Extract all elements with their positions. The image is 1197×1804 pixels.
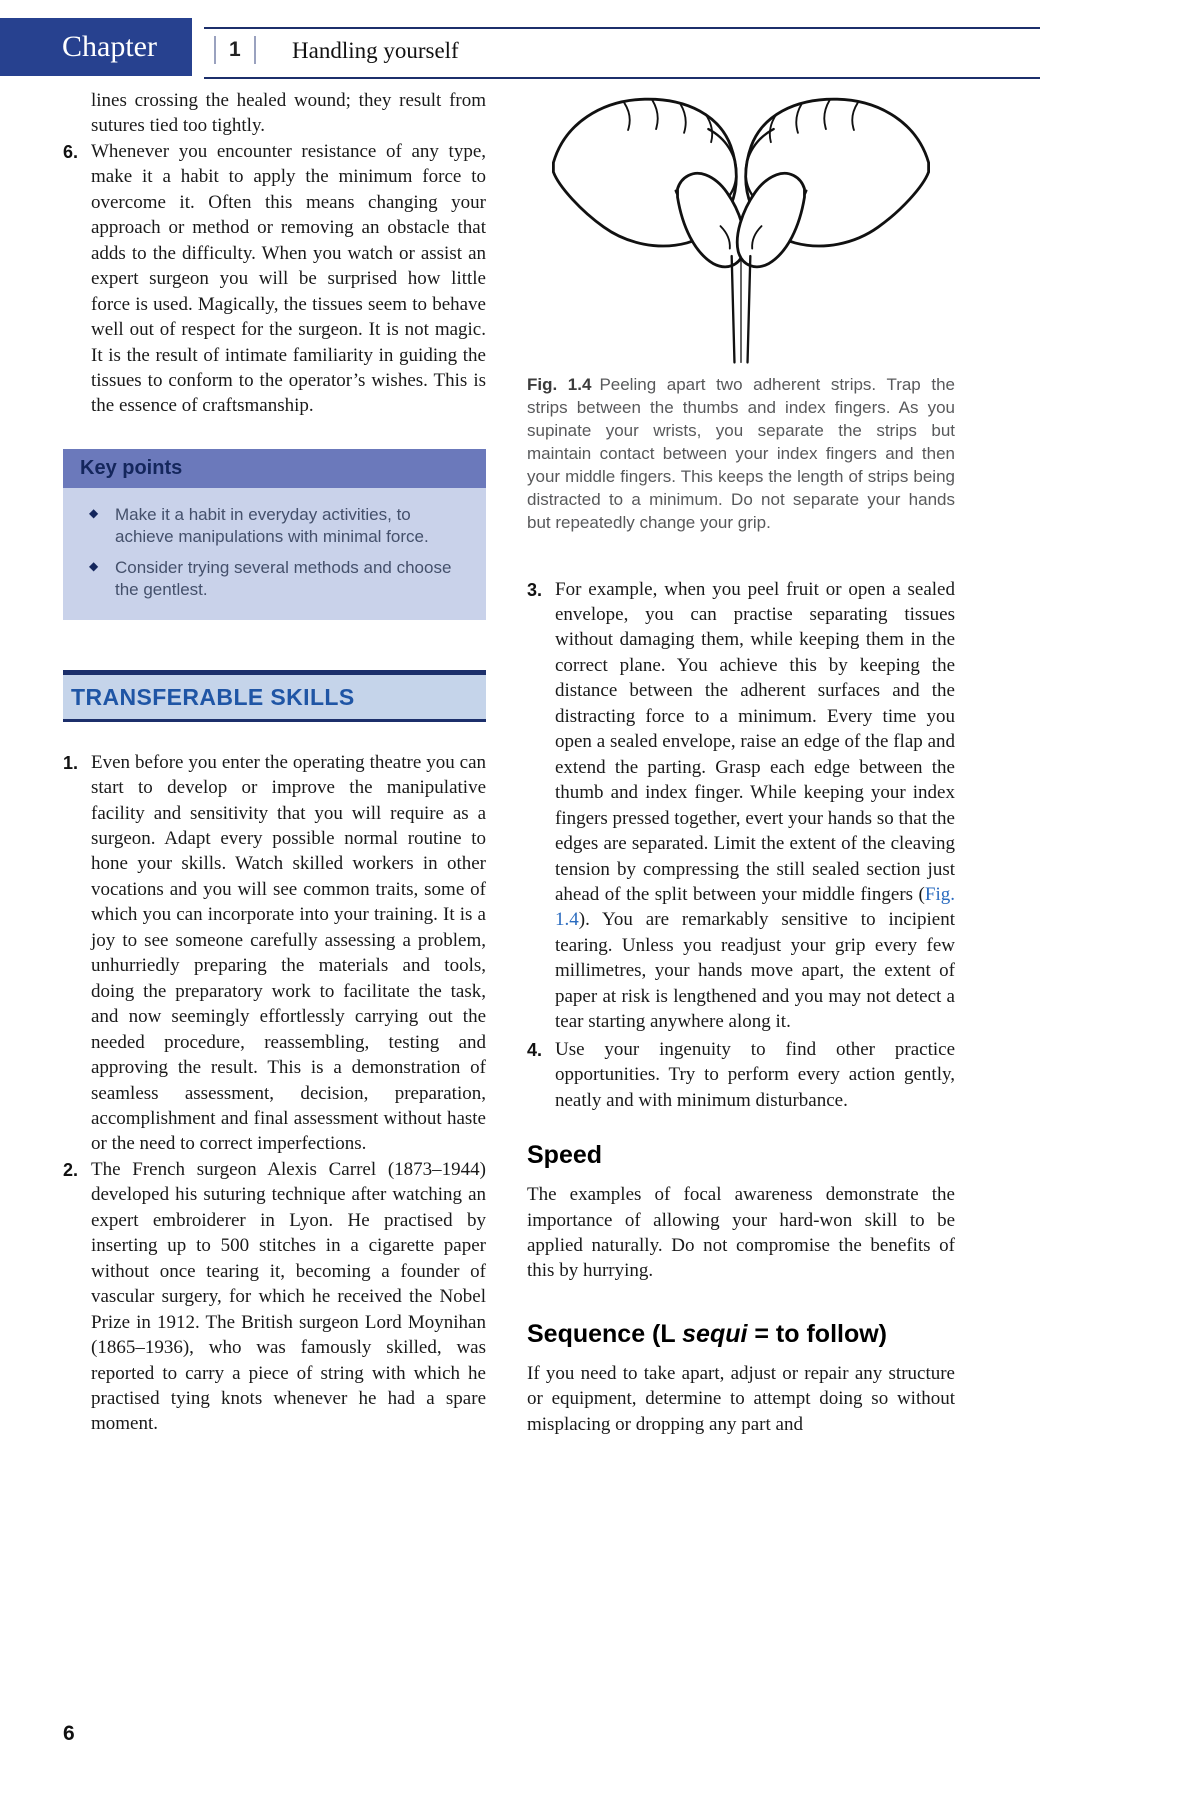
figure-1-4-crossref-link[interactable]: Fig. 1.4 xyxy=(555,884,955,931)
bullet-diamond-icon: ◆ xyxy=(89,558,99,573)
left-column xyxy=(63,88,486,1437)
chapter-number: 1 xyxy=(214,36,256,64)
list-item-text: Whenever you encounter resistance of any type, make it a habit to apply the minimum force to overcome it. Often this means changing your approach or method or removing an obstacle that adds to the difficulty. When you watch or assist an expert surgeon you will be surprised how little force is used. Magically, the tissues seem to behave well out of respect for the surgeon. It is not magic. It is the result of intimate familiarity in guiding the tissues to conform to the operator’s wishes. This is the essence of craftsmanship. xyxy=(91,140,486,417)
list-item-number: 4. xyxy=(527,1039,543,1060)
list-item-3 xyxy=(527,577,955,1035)
list-item-text: The French surgeon Alexis Carrel (1873–1944) developed his suturing technique after watching an expert embroiderer in Lyon. He practised by inserting up to 500 stitches in a cigarette paper without once tearing it, becoming a founder of vascular surgery, for which he received the Nobel Prize in 1912. The British surgeon Lord Moynihan (1865–1936), who was famously skilled, was reported to carry a piece of string with which he practised tying knots whenever he had a spare moment. xyxy=(91,1158,486,1435)
item3-text-after-link: ). You are remarkably sensitive to incipient tearing. Unless you readjust your grip every few millimetres, your hands move apart, the extent of paper at risk is lengthened and you may not detect a tear starting anywhere along it. xyxy=(555,909,955,1033)
list-item-number: 2. xyxy=(63,1159,79,1180)
sequence-heading-after: = to follow) xyxy=(747,1319,888,1348)
sequence-paragraph: If you need to take apart, adjust or repair any structure or equipment, determine to attempt doing so without misplacing or dropping any part and xyxy=(527,1362,955,1435)
list-item-number: 1. xyxy=(63,752,79,773)
key-points-title: Key points xyxy=(63,449,486,488)
key-point-item xyxy=(79,504,470,549)
header-rule-bottom xyxy=(204,77,1040,79)
right-column xyxy=(527,88,955,1437)
bullet-diamond-icon: ◆ xyxy=(89,505,99,520)
page-number: 6 xyxy=(63,1722,75,1745)
content-columns xyxy=(63,88,955,1437)
sequence-heading-before: Sequence (L xyxy=(527,1319,683,1348)
sequence-heading-latin: sequi xyxy=(682,1319,748,1348)
figure-caption xyxy=(527,374,955,535)
figure-caption-text: Peeling apart two adherent strips. Trap the strips between the thumbs and index fingers. As you supinate your wrists, you separate the strips but maintain contact between your index fingers and then your middle fingers. This keeps the length of strips being distracted to a minimum. Do not separate your hands but repeatedly change your grip. xyxy=(527,375,955,532)
chapter-label: Chapter xyxy=(62,30,157,63)
key-points-body xyxy=(63,488,486,620)
list-item-1 xyxy=(63,750,486,1157)
list-item-2 xyxy=(63,1157,486,1437)
header-rule-top xyxy=(204,27,1040,29)
list-item-number: 6. xyxy=(63,141,79,162)
list-item-text xyxy=(555,579,955,1033)
list-item-text: Use your ingenuity to find other practice opportunities. Try to perform every action gently, neatly and with minimum disturbance. xyxy=(555,1038,955,1111)
speed-heading: Speed xyxy=(527,1141,603,1170)
sequence-heading xyxy=(527,1320,955,1349)
figure-label: Fig. 1.4 xyxy=(527,375,592,394)
section-heading-transferable-skills: TRANSFERABLE SKILLS xyxy=(63,670,486,722)
list-item-6 xyxy=(63,139,486,419)
list-item-text: Even before you enter the operating theatre you can start to develop or improve the manipulative facility and sensitivity that you will require as a surgeon. Adapt every possible normal routine to hone your skills. Watch skilled workers in other vocations and you will see common traits, some of which you can incorporate into your training. It is a joy to see someone carefully assessing a problem, unhurriedly preparing the materials and tools, doing the preparatory work to facilitate the task, and now seemingly effortlessly carrying out the needed procedure, reassembling, testing and approving the result. This is a demonstration of seamless assessment, decision, preparation, accomplishment and final assessment without haste or the need to correct imperfections. xyxy=(91,751,486,1155)
chapter-label-box xyxy=(0,18,192,76)
key-point-text: Make it a habit in everyday activities, to achieve manipulations with minimal force. xyxy=(115,504,429,547)
continuation-paragraph: lines crossing the healed wound; they result from sutures tied too tightly. xyxy=(91,90,486,137)
hands-peeling-strips-drawing xyxy=(531,88,951,368)
list-item-4 xyxy=(527,1037,955,1113)
key-point-text: Consider trying several methods and choose the gentlest. xyxy=(115,557,452,600)
key-points-box xyxy=(63,449,486,620)
item3-text-before-link: For example, when you peel fruit or open a sealed envelope, you can practise separating tissues without damaging them, while keeping them in the correct plane. You achieve this by keeping the distance between the adherent surfaces and the distracting force to a minimum. Every time you open a sealed envelope, raise an edge of the flap and extend the parting. Grasp each edge between the thumb and index finger. While keeping your index fingers pressed together, evert your hands so that the edges are separated. Limit the extent of the cleaving tension by compressing the still sealed section just ahead of the split between your middle fingers ( xyxy=(555,578,955,905)
key-point-item xyxy=(79,557,470,602)
chapter-title: Handling yourself xyxy=(292,38,459,63)
list-item-number: 3. xyxy=(527,579,543,600)
speed-paragraph: The examples of focal awareness demonstrate the importance of allowing your hard-won skill to be applied naturally. Do not compromise the benefits of this by hurrying. xyxy=(527,1184,955,1282)
figure-hands-illustration xyxy=(527,88,955,370)
